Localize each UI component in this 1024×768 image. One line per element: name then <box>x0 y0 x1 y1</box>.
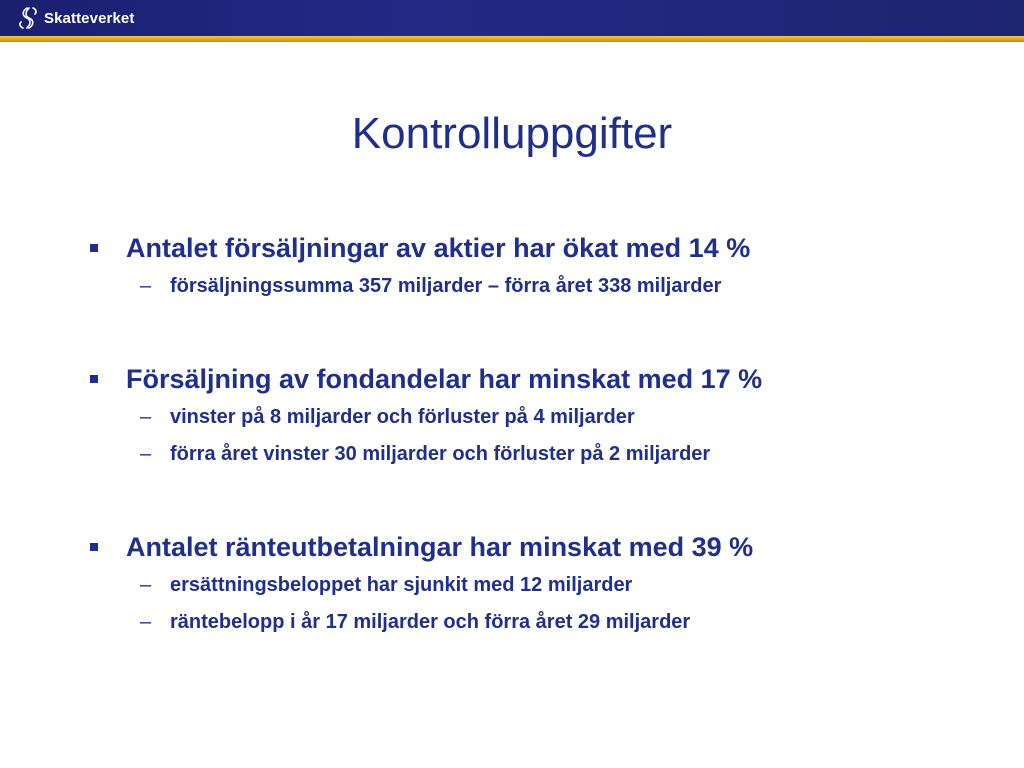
sub-item-text: räntebelopp i år 17 miljarder och förra året 29 miljarder <box>170 611 691 633</box>
dash-marker: – <box>140 443 152 465</box>
dash-marker: – <box>140 275 152 297</box>
bullet-main <box>90 359 990 399</box>
bullet-main <box>90 228 990 268</box>
sub-item-text: vinster på 8 miljarder och förluster på 4 miljarder <box>170 406 635 428</box>
sub-item <box>140 604 990 641</box>
sub-item-text: ersättningsbeloppet har sjunkit med 12 miljarder <box>170 574 633 596</box>
bullet-item <box>90 228 990 305</box>
sub-item <box>140 436 990 473</box>
bullet-item <box>90 359 990 473</box>
bullet-list <box>90 228 990 695</box>
sub-item <box>140 399 990 436</box>
bullet-item <box>90 527 990 641</box>
sub-list <box>90 399 990 473</box>
bullet-text: Antalet ränteutbetalningar har minskat med 39 % <box>126 532 754 562</box>
dash-marker: – <box>140 574 152 596</box>
bullet-text: Antalet försäljningar av aktier har ökat med 14 % <box>126 233 751 263</box>
dash-marker: – <box>140 611 152 633</box>
bullet-text: Försäljning av fondandelar har minskat med 17 % <box>126 364 763 394</box>
dash-marker: – <box>140 406 152 428</box>
square-bullet-icon <box>90 375 98 383</box>
square-bullet-icon <box>90 543 98 551</box>
skatteverket-swirl-icon <box>16 5 40 31</box>
logo-text: Skatteverket <box>44 9 135 27</box>
sub-item-text: försäljningssumma 357 miljarder – förra året 338 miljarder <box>170 275 722 297</box>
sub-item <box>140 567 990 604</box>
sub-item <box>140 268 990 305</box>
square-bullet-icon <box>90 244 98 252</box>
skatteverket-logo <box>16 5 134 31</box>
bullet-main <box>90 527 990 567</box>
sub-list <box>90 567 990 641</box>
header-bar <box>0 0 1024 36</box>
sub-item-text: förra året vinster 30 miljarder och förluster på 2 miljarder <box>170 443 711 465</box>
header-stripe <box>0 36 1024 42</box>
sub-list <box>90 268 990 305</box>
slide-title: Kontrolluppgifter <box>351 109 673 158</box>
